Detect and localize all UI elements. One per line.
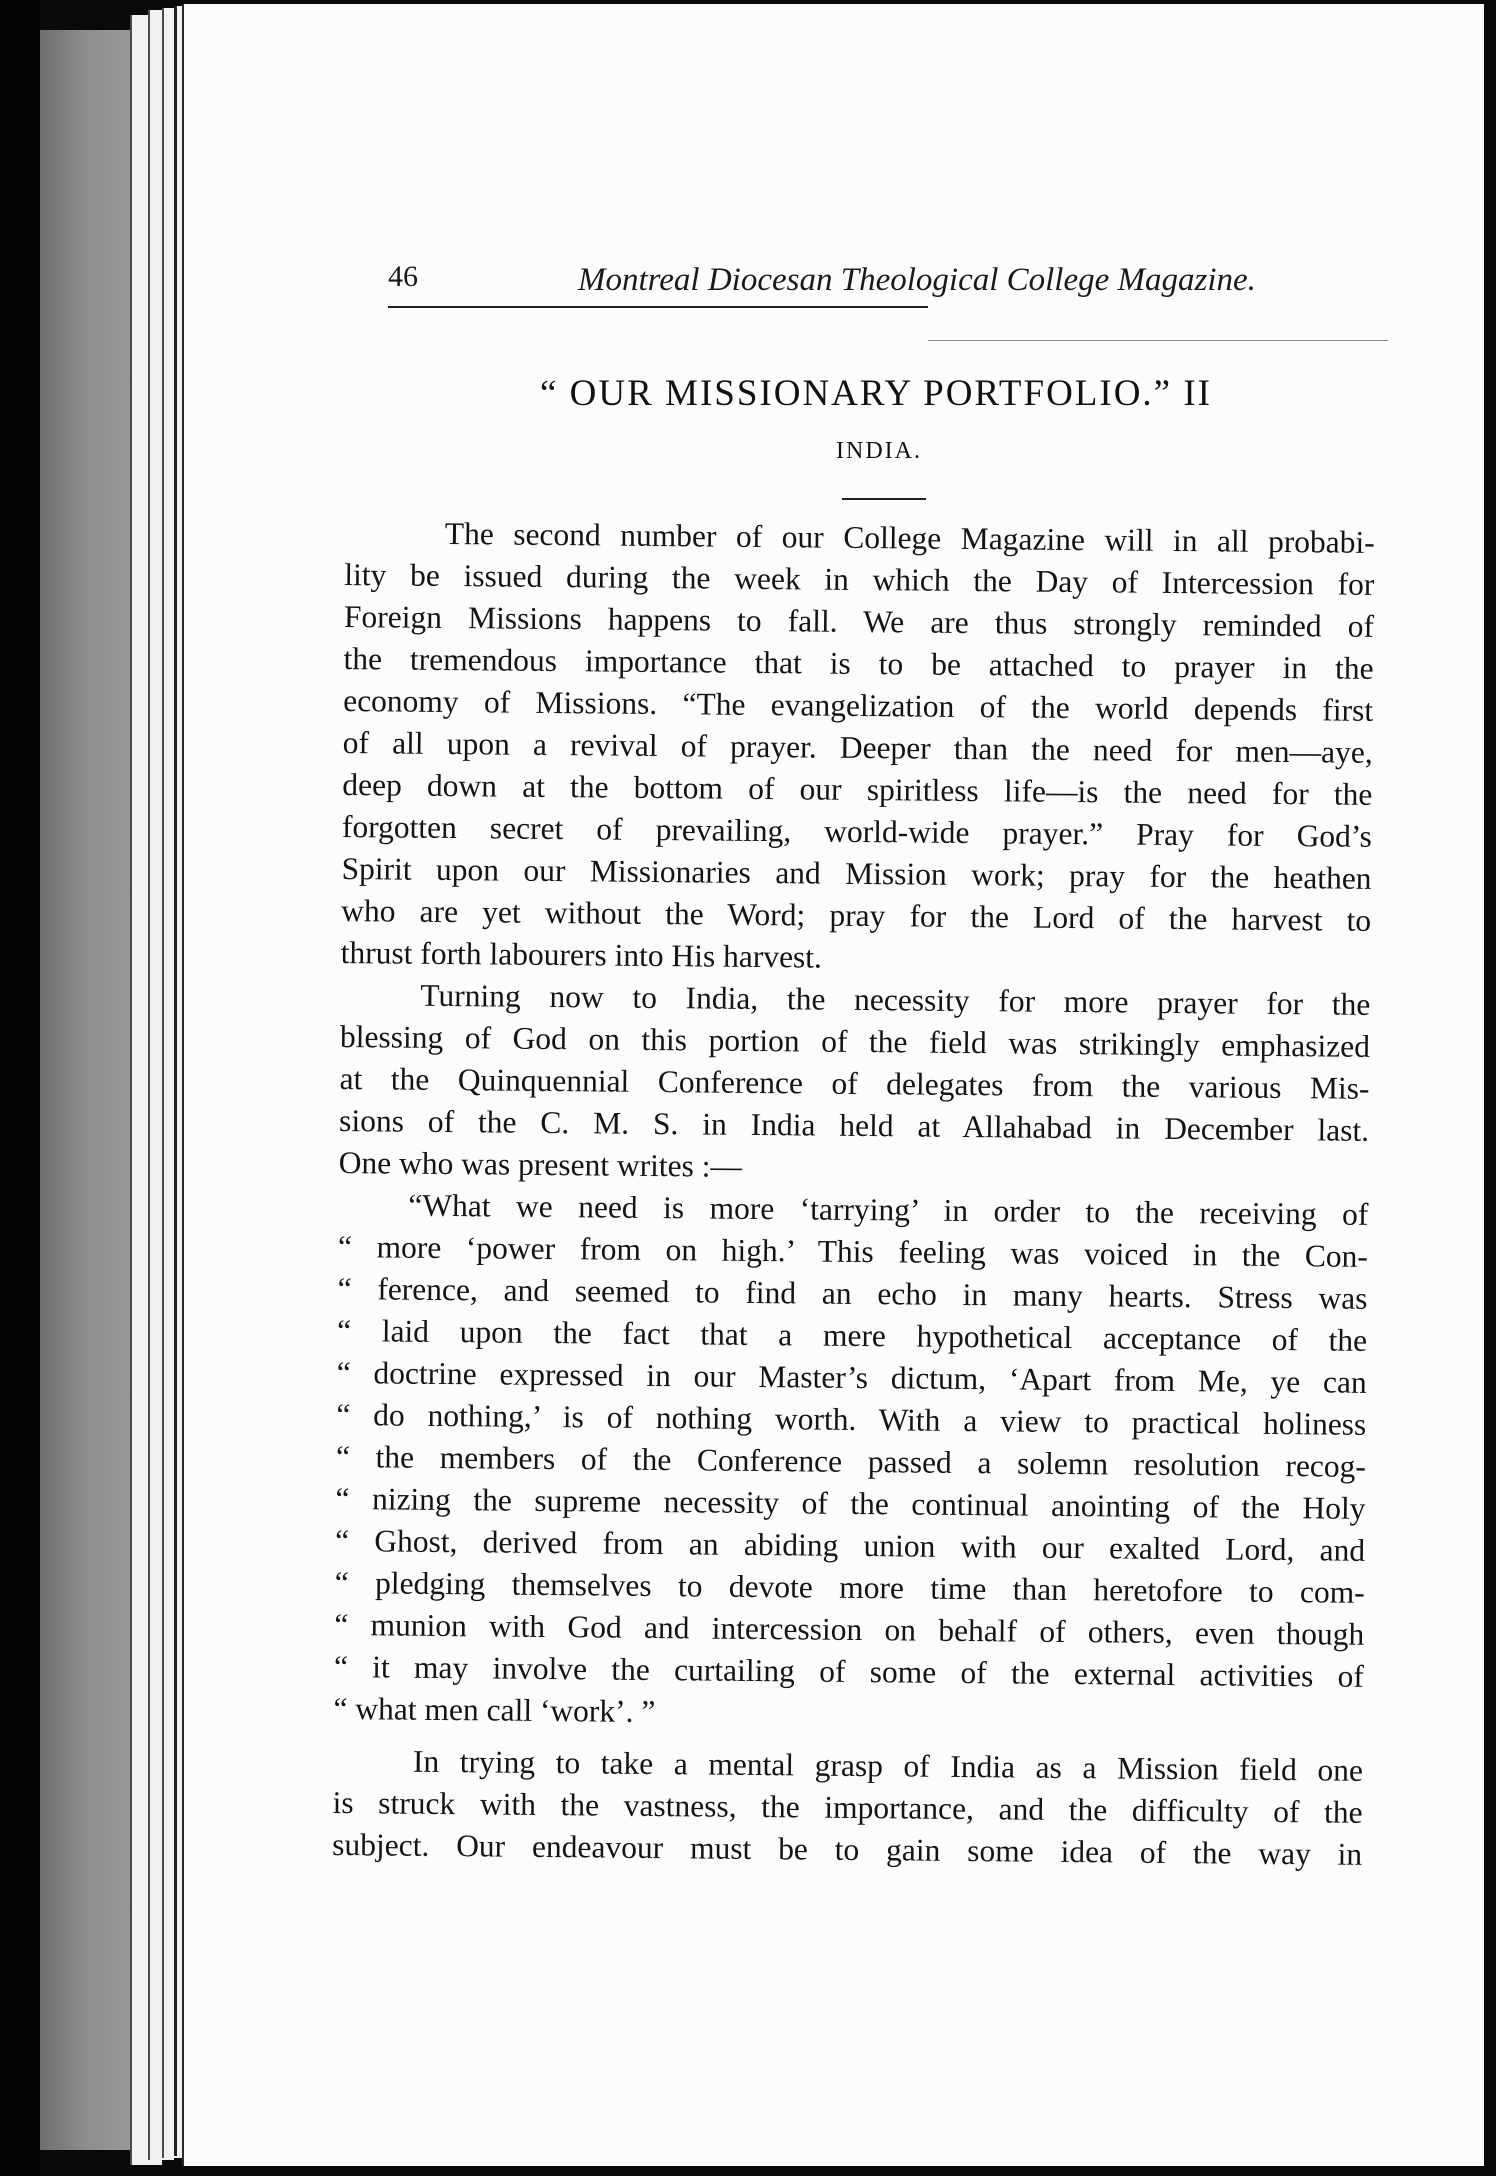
text-line: sions of the C. M. S. in India held at Allahabad in December last. — [338, 1102, 1370, 1148]
text-line: the tremendous importance that is to be attached to prayer in the — [343, 640, 1374, 686]
text-line: Turning now to India, the necessity for more prayer for the — [420, 977, 1371, 1022]
text-line: “ it may involve the curtailing of some of the external activities of — [333, 1648, 1365, 1694]
article-title: “ OUR MISSIONARY PORTFOLIO.” II — [540, 373, 1212, 414]
text-line: at the Quinquennial Conference of delegates from the various Mis- — [339, 1060, 1370, 1106]
scan-border — [0, 0, 40, 2176]
text-line: “ what men call ‘work’. ” — [333, 1690, 656, 1730]
text-line: “ nizing the supreme necessity of the continual anointing of the Holy — [335, 1480, 1366, 1526]
paragraph-india-conference — [339, 974, 1371, 1194]
running-head — [388, 248, 1256, 308]
header-rule — [388, 306, 928, 308]
text-line: who are yet without the Word; pray for the Lord of the harvest to — [341, 892, 1372, 938]
text-line: is struck with the vastness, the importance, and the difficulty of the — [332, 1784, 1363, 1830]
text-line: “ munion with God and intercession on behalf of others, even though — [334, 1606, 1365, 1652]
text-line: economy of Missions. “The evangelization of the world depends first — [343, 682, 1374, 728]
text-line: “ do nothing,’ is of nothing worth. With a view to practical holiness — [336, 1396, 1367, 1442]
paragraph-mission-field — [332, 1740, 1363, 1876]
text-line: “ doctrine expressed in our Master’s dictum, ‘Apart from Me, ye can — [336, 1354, 1367, 1400]
text-line: “ pledging themselves to devote more time than heretofore to com- — [334, 1564, 1365, 1610]
text-line: subject. Our endeavour must be to gain some idea of the way in — [332, 1826, 1363, 1872]
text-line: “ ference, and seemed to find an echo in many hearts. Stress was — [337, 1270, 1368, 1316]
text-line: Spirit upon our Missionaries and Mission work; pray for the heathen — [341, 850, 1372, 896]
paragraph-intercession — [341, 512, 1375, 984]
text-line: The second number of our College Magazine will in all probabi- — [444, 515, 1375, 560]
text-line: In trying to take a mental grasp of India as a Mission field one — [412, 1743, 1364, 1788]
text-line: “ laid upon the fact that a mere hypothetical acceptance of the — [336, 1312, 1368, 1358]
article-subtitle: INDIA. — [836, 438, 922, 464]
text-line: “What we need is more ‘tarrying’ in order to the receiving of — [408, 1187, 1369, 1232]
text-line: lity be issued during the week in which the Day of Intercession for — [344, 556, 1375, 602]
paragraph-quotation — [333, 1184, 1368, 1740]
text-line: Foreign Missions happens to fall. We are thus strongly reminded of — [343, 598, 1375, 644]
article-body — [332, 512, 1375, 1876]
text-line: “ more ‘power from on high.’ This feeling was voiced in the Con- — [337, 1228, 1369, 1274]
text-line: “ the members of the Conference passed a solemn resolution recog- — [335, 1438, 1367, 1484]
text-line: deep down at the bottom of our spiritless life—is the need for the — [342, 766, 1373, 812]
page-number: 46 — [388, 260, 418, 293]
text-line: blessing of God on this portion of the field was strikingly emphasized — [339, 1018, 1371, 1064]
text-line: of all upon a revival of prayer. Deeper than the need for men—aye, — [342, 724, 1373, 770]
journal-title: Montreal Diocesan Theological College Magazine. — [578, 262, 1256, 298]
text-line: One who was present writes :— — [338, 1144, 743, 1184]
header-rule-faint — [928, 340, 1388, 341]
text-line: forgotten secret of prevailing, world-wide prayer.” Pray for God’s — [341, 808, 1373, 854]
book-spine-shadow — [40, 30, 140, 2150]
text-line: “ Ghost, derived from an abiding union with our exalted Lord, and — [334, 1522, 1366, 1568]
title-divider — [842, 498, 926, 500]
text-line: thrust forth labourers into His harvest. — [340, 934, 823, 975]
